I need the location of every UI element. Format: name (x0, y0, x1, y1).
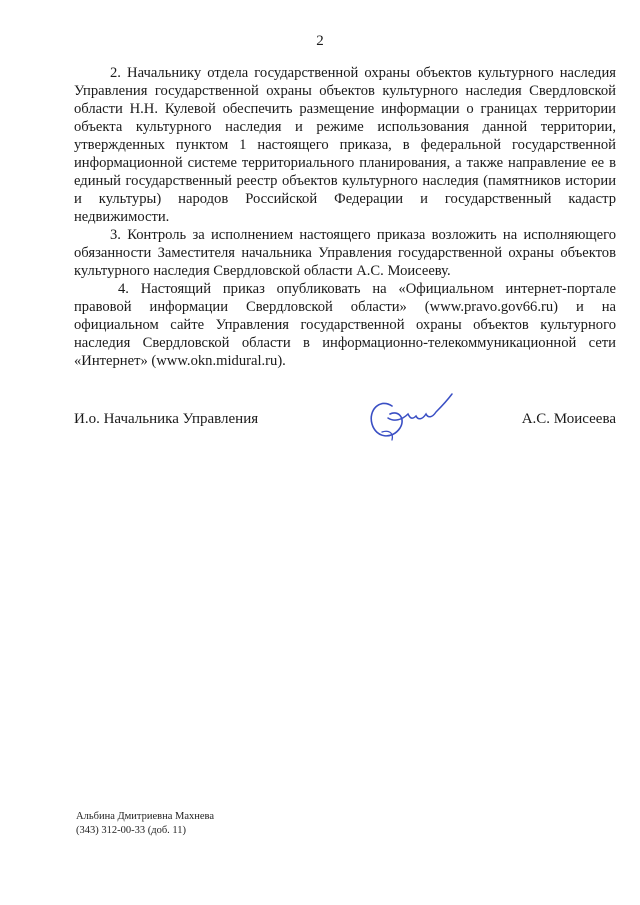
handwritten-signature (362, 388, 458, 452)
executor-phone: (343) 312-00-33 (доб. 11) (76, 825, 187, 836)
signatory-title: И.о. Начальника Управления (74, 411, 259, 427)
paragraph-2: 2. Начальнику отдела государственной охраны объектов культурного наследия Управления государственной охраны объектов культурного наследия Свердловской области Н.Н. Кулевой обеспечить размещение информации о границах территории объекта культурного наследия и режиме использования данной территории, утвержденных пунктом 1 настоящего приказа, в федеральной государственной информационной системе территориального планирования, а также направление ее в единый государственный реестр объектов культурного наследия (памятников истории и культуры) народов Российской Федерации и государственный кадастр недвижимости. (74, 65, 616, 225)
signatory-name: А.С. Моисеева (521, 411, 616, 427)
paragraph-3: 3. Контроль за исполнением настоящего приказа возложить на исполняющего обязанности Заместителя начальника Управления государственной охраны объектов культурного наследия Свердловской области А.С. Моисееву. (74, 227, 616, 279)
document-body (74, 64, 616, 370)
executor-info (76, 810, 214, 838)
page-number: 2 (316, 33, 324, 49)
executor-name: Альбина Дмитриевна Махнева (76, 811, 215, 822)
paragraph-4: 4. Настоящий приказ опубликовать на «Официальном интернет-портале правовой информации Свердловской области» (www.pravo.gov66.ru) и на официальном сайте Управления государственной охраны объектов культурного наследия Свердловской области в информационно-телекоммуникационной сети «Интернет» (www.okn.midural.ru). (74, 281, 616, 369)
